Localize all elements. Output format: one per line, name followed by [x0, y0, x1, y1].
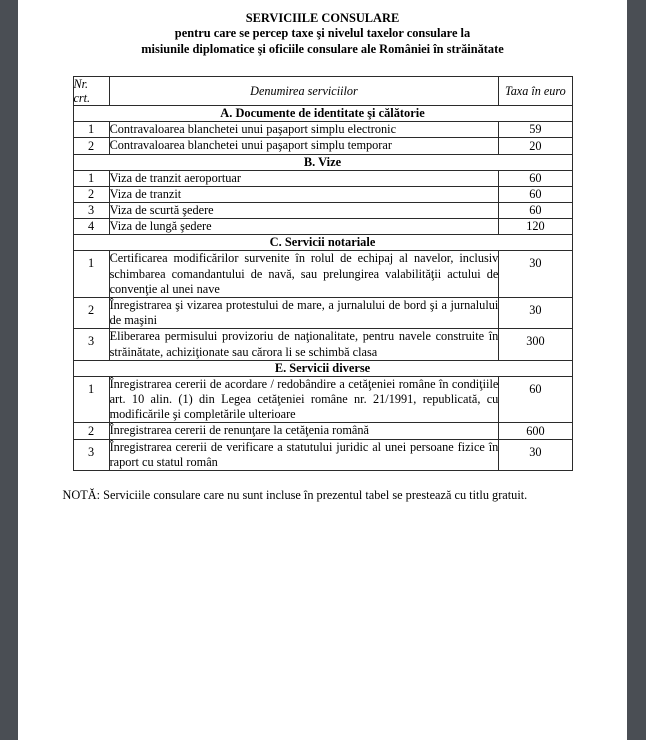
row-service-name: Viza de scurtă şedere	[109, 203, 499, 219]
table-row	[73, 439, 572, 470]
row-service-name: Eliberarea permisului provizoriu de naţionalitate, pentru navele construite în străinătate, achiziţionate sau cărora li se schimbă clasa	[109, 329, 499, 359]
row-service-name: Viza de tranzit aeroportuar	[109, 170, 499, 186]
table-body	[73, 77, 572, 471]
row-fee: 60	[499, 170, 572, 186]
row-fee: 300	[499, 329, 572, 360]
row-index: 2	[73, 298, 109, 329]
row-index: 2	[73, 423, 109, 439]
table-header-row	[73, 77, 572, 106]
row-index: 3	[73, 329, 109, 360]
column-header-nr-line1: Nr.	[73, 77, 89, 92]
row-index: 1	[73, 251, 109, 298]
row-fee: 59	[499, 122, 572, 138]
row-fee: 30	[499, 298, 572, 329]
section-heading-row	[73, 154, 572, 170]
table-row	[73, 219, 572, 235]
section-heading-row	[73, 360, 572, 376]
row-fee: 600	[499, 423, 572, 439]
column-header-service-name: Denumirea serviciilor	[109, 77, 499, 106]
row-service-name: Viza de tranzit	[109, 186, 499, 202]
section-heading-c: C. Servicii notariale	[73, 235, 572, 251]
page-title	[18, 0, 627, 57]
row-index: 2	[73, 138, 109, 154]
row-fee: 60	[499, 203, 572, 219]
column-header-fee: Taxa în euro	[499, 77, 572, 106]
row-fee: 30	[499, 251, 572, 298]
row-fee: 20	[499, 138, 572, 154]
row-index: 1	[73, 170, 109, 186]
row-service-name: Contravaloarea blanchetei unui paşaport simplu electronic	[109, 122, 499, 138]
section-heading-a: A. Documente de identitate şi călătorie	[73, 106, 572, 122]
table-row	[73, 186, 572, 202]
row-service-name: Înregistrarea cererii de acordare / redobândire a cetăţeniei române în condiţiile art. 10 alin. (1) din Legea cetăţeniei române nr. 21/1991, republicată, cu modificările şi completările ulterioare	[109, 376, 499, 422]
row-service-name: Certificarea modificărilor survenite în rolul de echipaj al navelor, inclusiv schimbarea comandantului de navă, sau prelungirea valabilităţii actului de convenţie al unei nave	[109, 251, 499, 296]
table-row	[73, 170, 572, 186]
row-fee: 60	[499, 376, 572, 423]
table-row	[73, 423, 572, 439]
section-heading-row	[73, 106, 572, 122]
table-row	[73, 329, 572, 360]
table-row	[73, 138, 572, 154]
fees-table-container	[73, 57, 573, 471]
row-service-name: Înregistrarea cererii de renunţare la cetăţenia română	[109, 423, 499, 439]
row-index: 1	[73, 376, 109, 423]
column-header-nr	[73, 77, 109, 106]
row-service-name: Înregistrarea şi vizarea protestului de mare, a jurnalului de bord şi a jurnalului de maşini	[109, 298, 499, 328]
row-service-name: Înregistrarea cererii de verificare a statutului juridic al unei persoane fizice în raport cu statul român	[109, 439, 499, 469]
table-row	[73, 122, 572, 138]
table-row	[73, 203, 572, 219]
row-fee: 60	[499, 186, 572, 202]
section-heading-e: E. Servicii diverse	[73, 360, 572, 376]
row-service-name: Viza de lungă şedere	[109, 219, 499, 235]
title-line-2: pentru care se percep taxe şi nivelul taxelor consulare la	[174, 26, 471, 41]
title-line-1: SERVICIILE CONSULARE	[245, 11, 400, 25]
title-line-3: misiunile diplomatice şi oficiile consulare ale României în străinătate	[141, 41, 504, 56]
row-index: 2	[73, 186, 109, 202]
row-index: 3	[73, 439, 109, 470]
section-heading-b: B. Vize	[73, 154, 572, 170]
row-index: 4	[73, 219, 109, 235]
consular-fees-table	[73, 76, 573, 471]
row-index: 1	[73, 122, 109, 138]
row-fee: 120	[499, 219, 572, 235]
table-row	[73, 376, 572, 423]
document-page	[18, 0, 627, 740]
table-row	[73, 298, 572, 329]
column-header-nr-line2: crt.	[73, 91, 91, 106]
row-service-name: Contravaloarea blanchetei unui paşaport simplu temporar	[109, 138, 499, 154]
section-heading-row	[73, 235, 572, 251]
row-fee: 30	[499, 439, 572, 470]
footer-note: NOTĂ: Serviciile consulare care nu sunt incluse în prezentul tabel se prestează cu titlu gratuit.	[62, 488, 528, 503]
table-row	[73, 251, 572, 298]
row-index: 3	[73, 203, 109, 219]
